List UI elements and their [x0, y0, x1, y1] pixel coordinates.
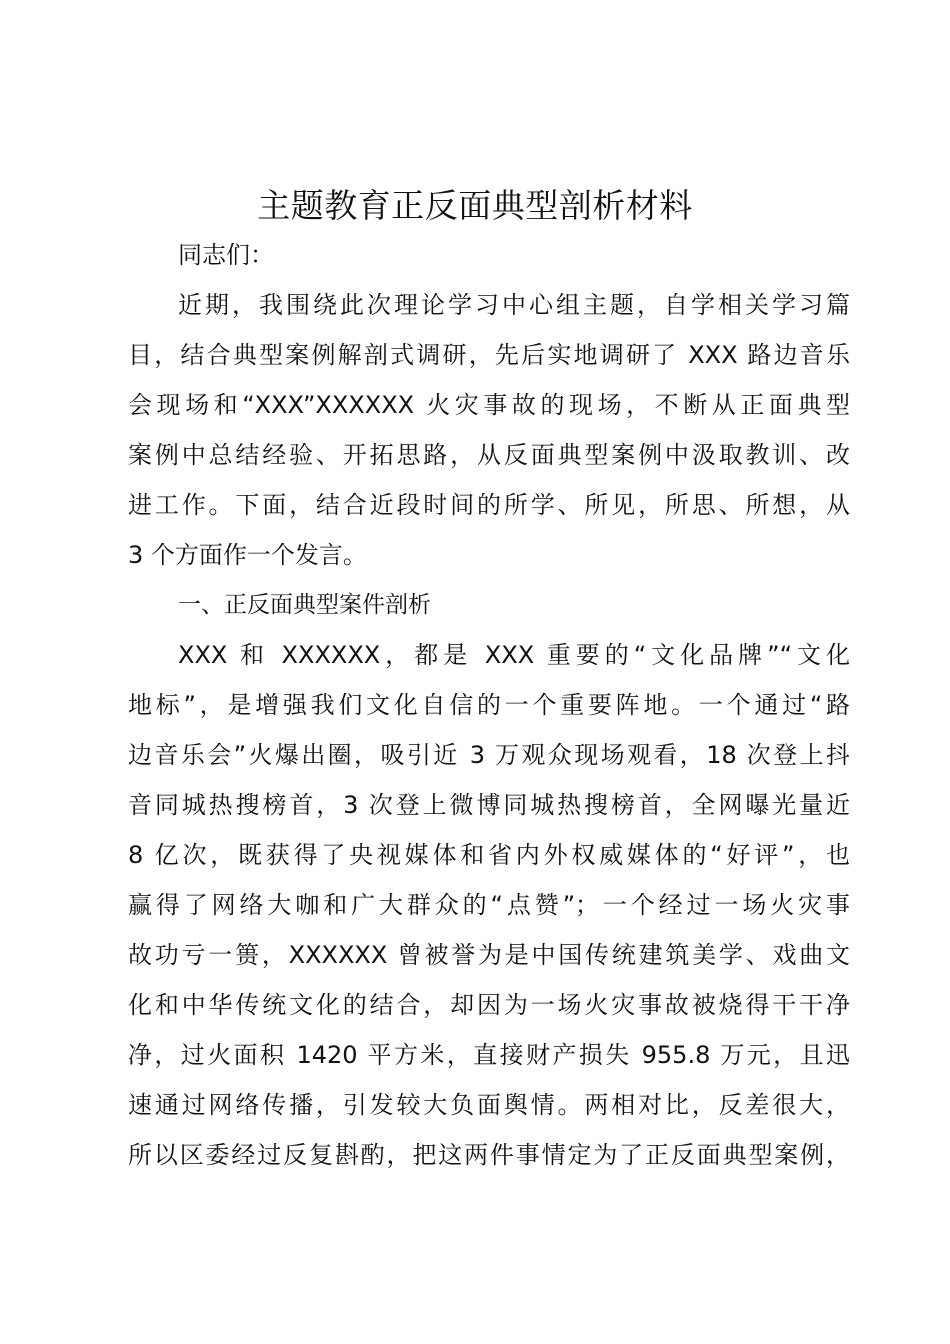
paragraph-line: 3 个方面作一个发言。 — [128, 541, 367, 569]
paragraph-line: 速通过网络传播，引发较大负面舆情。两相对比，反差很大， — [128, 1091, 850, 1119]
paragraph-line: 故功亏一篑，XXXXXX 曾被誉为是中国传统建筑美学、戏曲文 — [128, 941, 850, 969]
paragraph-line: 目，结合典型案例解剖式调研，先后实地调研了 XXX 路边音乐 — [128, 341, 850, 369]
paragraph-line: 地标”，是增强我们文化自信的一个重要阵地。一个通过“路 — [128, 691, 850, 719]
paragraph-line: 8 亿次，既获得了央视媒体和省内外权威媒体的“好评”，也 — [128, 841, 850, 869]
paragraph-line: XXX 和 XXXXXX，都是 XXX 重要的“文化品牌”“文化 — [178, 641, 850, 669]
paragraph-line: 案例中总结经验、开拓思路，从反面典型案例中汲取教训、改 — [128, 441, 850, 469]
document-title: 主题教育正反面典型剖析材料 — [257, 186, 693, 225]
paragraph-line: 净，过火面积 1420 平方米，直接财产损失 955.8 万元，且迅 — [128, 1041, 850, 1069]
paragraph-line: 会现场和“XXX”XXXXXX 火灾事故的现场，不断从正面典型 — [128, 391, 850, 419]
paragraph-line: 所以区委经过反复斟酌，把这两件事情定为了正反面典型案例， — [128, 1141, 850, 1169]
paragraph-line: 音同城热搜榜首，3 次登上微博同城热搜榜首，全网曝光量近 — [128, 791, 850, 819]
paragraph-line: 边音乐会”火爆出圈，吸引近 3 万观众现场观看，18 次登上抖 — [128, 741, 850, 769]
salutation: 同志们： — [178, 241, 274, 269]
section-heading: 一、正反面典型案件剖析 — [178, 592, 431, 618]
paragraph-line: 化和中华传统文化的结合，却因为一场火灾事故被烧得干干净 — [128, 991, 850, 1019]
paragraph-line: 进工作。下面，结合近段时间的所学、所见，所思、所想，从 — [128, 491, 850, 519]
paragraph-line: 近期，我围绕此次理论学习中心组主题，自学相关学习篇 — [178, 291, 850, 319]
paragraph-line: 赢得了网络大咖和广大群众的“点赞”；一个经过一场火灾事 — [128, 891, 850, 919]
